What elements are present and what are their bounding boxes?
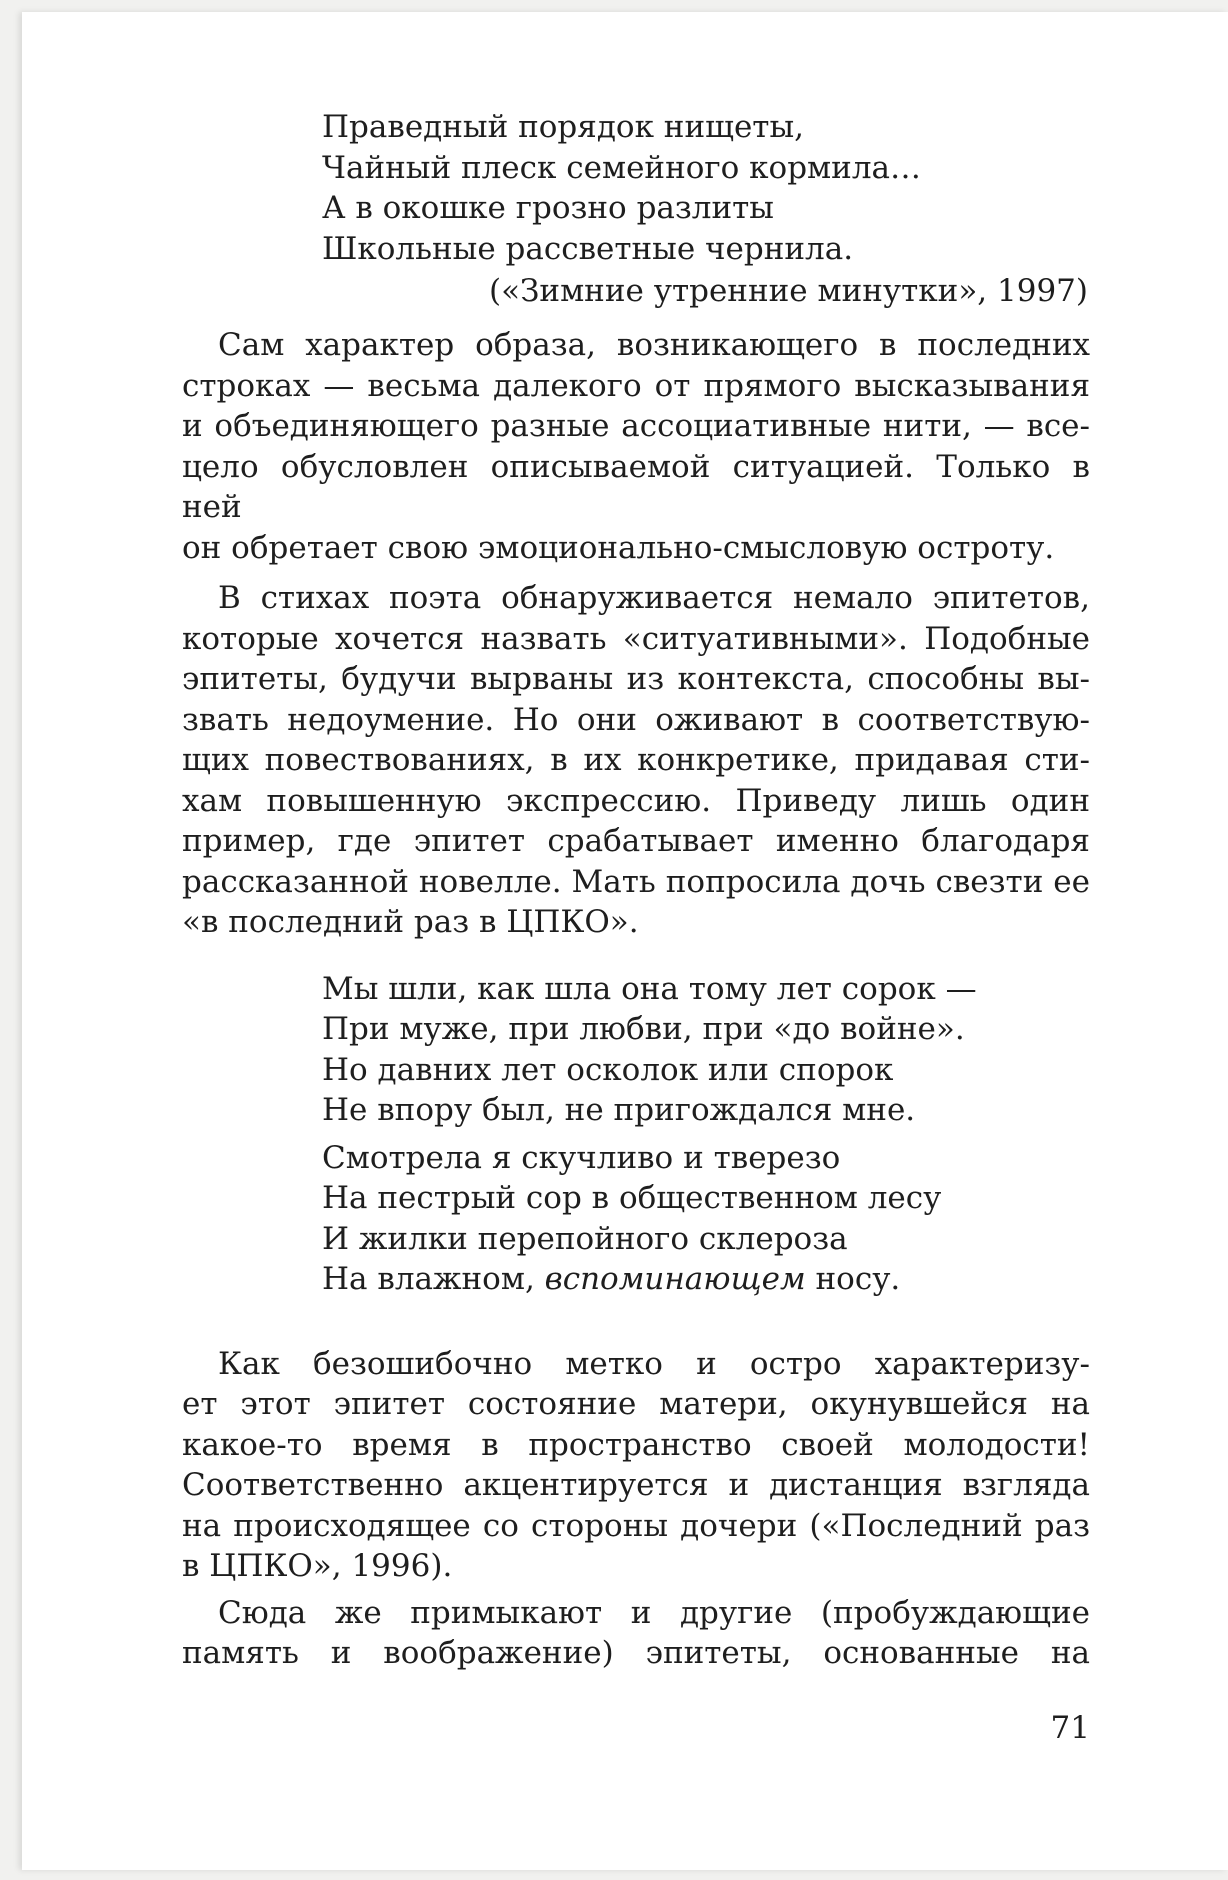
paragraph — [182, 325, 1090, 568]
text-line: цело обусловлен описываемой ситуацией. Только в ней — [182, 448, 1090, 525]
text-line: память и воображение) эпитеты, основанные на — [182, 1635, 1090, 1671]
text-line: пример, где эпитет срабатывает именно благодаря — [182, 823, 1090, 859]
paragraph-3 — [182, 1344, 1090, 1587]
text-line: эпитеты, будучи вырваны из контекста, способны вы- — [182, 661, 1090, 697]
paragraph-1 — [182, 325, 1090, 568]
poem-line: Не впору был, не пригождался мне. — [322, 1092, 916, 1128]
poem-line — [322, 1259, 1090, 1300]
paragraph — [182, 578, 1090, 943]
poem-line: На пестрый сор в общественном лесу — [322, 1180, 942, 1216]
paragraph-2 — [182, 578, 1090, 943]
text-line: и объединяющего разные ассоциативные нити, — все- — [182, 408, 1090, 444]
text-line: Сам характер образа, возникающего в последних — [218, 327, 1090, 363]
text-line: В стихах поэта обнаруживается немало эпитетов, — [218, 580, 1090, 616]
book-page — [22, 12, 1228, 1870]
poem-line-text: На влажном, — [322, 1261, 545, 1297]
text-line: щих повествованиях, в их конкретике, придавая сти- — [182, 742, 1090, 778]
text-line: «в последний раз в ЦПКО». — [182, 904, 639, 940]
text-line: звать недоумение. Но они оживают в соответствую- — [182, 701, 1090, 738]
poem-quote-2 — [322, 969, 1090, 1300]
poem-attribution: («Зимние утренние минутки», 1997) — [489, 273, 1088, 309]
poem-line: Чайный плеск семейного кормила… — [322, 149, 921, 186]
poem-line: Смотрела я скучливо и тверезо — [322, 1139, 841, 1176]
poem-stanza — [322, 1138, 1090, 1300]
poem-line: Мы шли, как шла она тому лет сорок — — [322, 970, 977, 1007]
text-line: рассказанной новелле. Мать попросила дочь свезти ее — [182, 863, 1090, 900]
poem-line: При муже, при любви, при «до войне». — [322, 1011, 965, 1047]
poem-line: Праведный порядок нищеты, — [322, 109, 804, 145]
text-line: Как безошибочно метко и остро характеризу- — [218, 1345, 1090, 1382]
poem-stanza — [322, 107, 1090, 269]
text-line: в ЦПКО», 1996). — [182, 1548, 453, 1584]
text-line: Соответственно акцентируется и дистанция взгляда — [182, 1467, 1090, 1503]
text-line: Сюда же примыкают и другие (пробуждающие — [218, 1594, 1090, 1631]
poem-stanza — [322, 969, 1090, 1131]
poem-line: Но давних лет осколок или спорок — [322, 1051, 894, 1088]
text-line: на происходящее со стороны дочери («Последний раз — [182, 1507, 1090, 1544]
emphasized-word: вспоминающем — [544, 1261, 806, 1297]
page-text — [182, 107, 1090, 1674]
paragraph — [182, 1593, 1090, 1674]
text-line: которые хочется назвать «ситуативными». Подобные — [182, 620, 1090, 657]
text-line: ет этот эпитет состояние матери, окунувшейся на — [182, 1386, 1090, 1422]
text-line: он обретает свою эмоционально-смысловую остроту. — [182, 529, 1055, 566]
poem-line: И жилки перепойного склероза — [322, 1220, 848, 1257]
poem-quote-1 — [322, 107, 1090, 269]
paragraph-4 — [182, 1593, 1090, 1674]
poem-line: Школьные рассветные чернила. — [322, 230, 854, 267]
text-line: какое-то время в пространство своей молодости! — [182, 1426, 1090, 1463]
text-line: хам повышенную экспрессию. Приведу лишь один — [182, 782, 1090, 819]
page-number: 71 — [1050, 1710, 1090, 1746]
text-line: строках — весьма далекого от прямого высказывания — [182, 367, 1090, 404]
paragraph — [182, 1344, 1090, 1587]
poem-line: А в окошке грозно разлиты — [322, 190, 774, 226]
poem-line-text: носу. — [805, 1261, 901, 1297]
